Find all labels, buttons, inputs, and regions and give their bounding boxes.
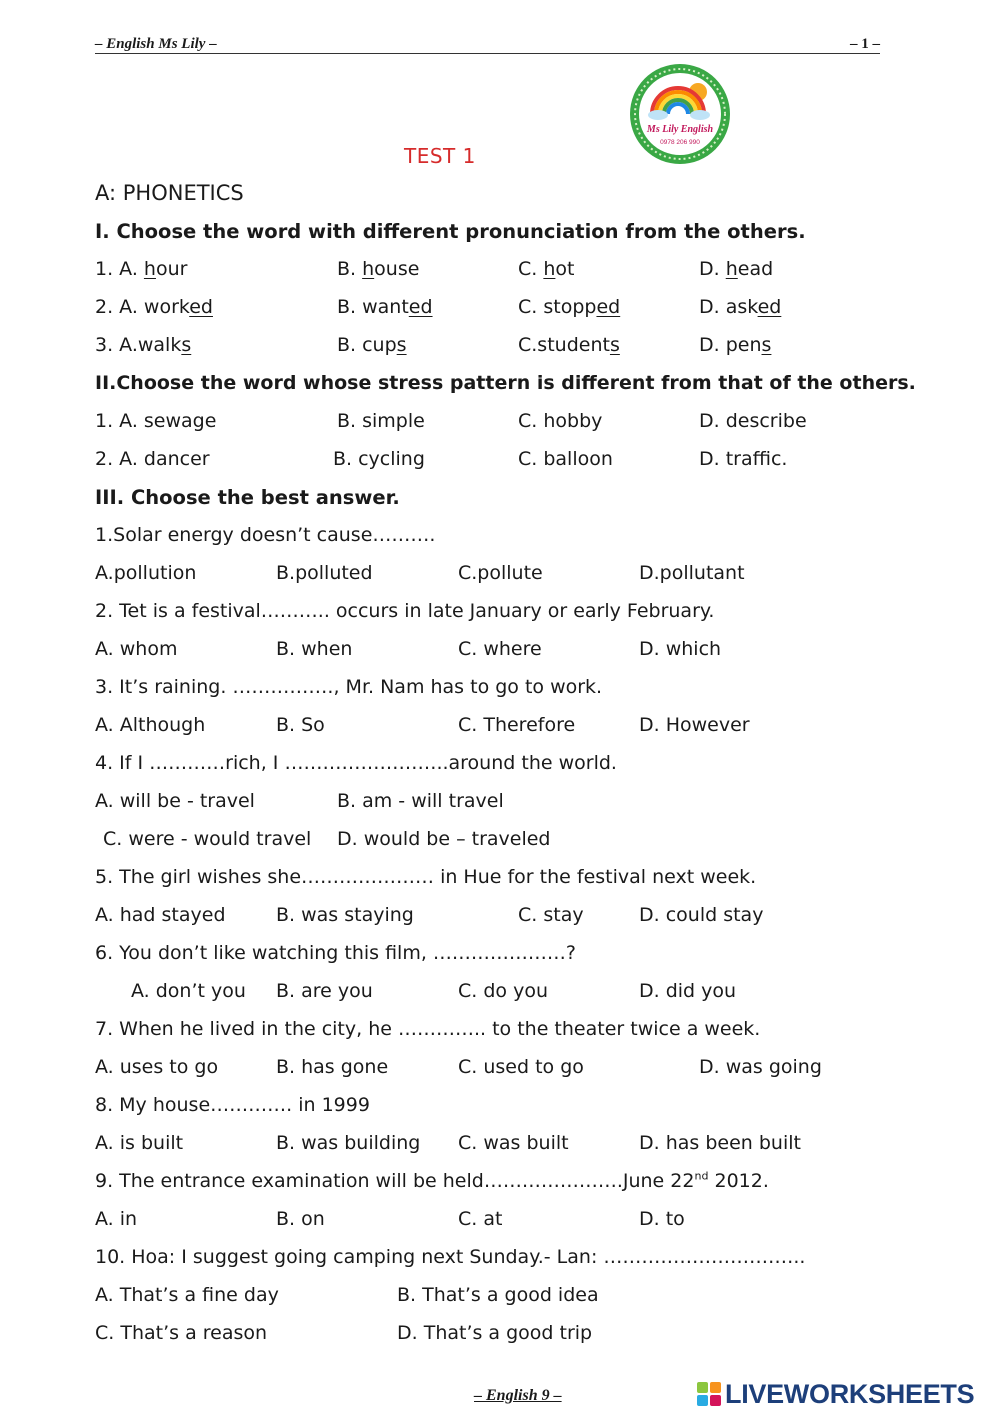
p3-q1-d: D.pollutant <box>639 562 745 584</box>
p3-q10-d: D. That’s a good trip <box>397 1322 593 1344</box>
p3-q6-a: A. don’t you <box>131 980 246 1002</box>
liveworksheets-watermark <box>697 1380 974 1408</box>
p3-q8-stem: 8. My house…………. in 1999 <box>95 1094 370 1116</box>
p3-q8-a: A. is built <box>95 1132 184 1154</box>
p1-q1-c: C. hot <box>518 258 575 280</box>
p1-q3-d: D. pens <box>699 334 772 356</box>
p3-q6-stem: 6. You don’t like watching this film, …………………? <box>95 942 576 964</box>
p3-q9-b: B. on <box>276 1208 325 1230</box>
logo-caption: Ms Lily English <box>646 124 714 135</box>
p2-q2-c: C. balloon <box>518 448 613 470</box>
header-page-number: – 1 – <box>850 36 880 52</box>
p3-q10-a: A. That’s a fine day <box>95 1284 279 1306</box>
p3-q6-b: B. are you <box>276 980 373 1002</box>
p2-q1-d: D. describe <box>699 410 807 432</box>
p1-q2-c: C. stopped <box>518 296 621 318</box>
p2-q1-b: B. simple <box>337 410 425 432</box>
p3-q7-a: A. uses to go <box>95 1056 219 1078</box>
p3-q7-d: D. was going <box>699 1056 822 1078</box>
liveworksheets-text: LIVEWORKSHEETS <box>725 1378 975 1409</box>
p3-q7-stem: 7. When he lived in the city, he ………….. to the theater twice a week. <box>95 1018 761 1040</box>
section-heading: A: PHONETICS <box>95 181 244 205</box>
p3-q7-c: C. used to go <box>458 1056 584 1078</box>
p2-q1-a: 1. A. sewage <box>95 410 217 432</box>
p1-q2-a: 2. A. worked <box>95 296 213 318</box>
p3-q1-c: C.pollute <box>458 562 543 584</box>
p3-q7-b: B. has gone <box>276 1056 389 1078</box>
p3-q3-d: D. However <box>639 714 750 736</box>
p1-q3-c: C.students <box>518 334 620 356</box>
footer-label: – English 9 – <box>474 1387 562 1404</box>
p3-q3-stem: 3. It’s raining. ……………., Mr. Nam has to go to work. <box>95 676 603 698</box>
liveworksheets-logo-icon <box>697 1382 721 1406</box>
p3-q5-d: D. could stay <box>639 904 764 926</box>
p3-q5-b: B. was staying <box>276 904 414 926</box>
p3-q1-b: B.polluted <box>276 562 373 584</box>
logo-phone: 0978 206 990 <box>660 139 700 146</box>
p3-q4-b: B. am - will travel <box>337 790 504 812</box>
p2-q2-b: B. cycling <box>333 448 425 470</box>
p2-q2-a: 2. A. dancer <box>95 448 210 470</box>
p3-q10-b: B. That’s a good idea <box>397 1284 599 1306</box>
part2-instruction: II.Choose the word whose stress pattern is different from that of the others. <box>95 372 916 394</box>
p3-q9-c: C. at <box>458 1208 503 1230</box>
p3-q2-stem: 2. Tet is a festival……….. occurs in late January or early February. <box>95 600 715 622</box>
p3-q4-d: D. would be – traveled <box>337 828 551 850</box>
p1-q2-b: B. wanted <box>337 296 433 318</box>
p3-q9-a: A. in <box>95 1208 138 1230</box>
p3-q1-stem: 1.Solar energy doesn’t cause………. <box>95 524 436 546</box>
p2-q2-d: D. traffic. <box>699 448 788 470</box>
p1-q3-b: B. cups <box>337 334 407 356</box>
part1-instruction: I. Choose the word with different pronunciation from the others. <box>95 220 806 243</box>
p1-q1-a: 1. A. hour <box>95 258 188 280</box>
p3-q4-c: C. were - would travel <box>103 828 312 850</box>
part3-instruction: III. Choose the best answer. <box>95 486 400 509</box>
p3-q4-a: A. will be - travel <box>95 790 255 812</box>
p3-q3-b: B. So <box>276 714 325 736</box>
p3-q10-c: C. That’s a reason <box>95 1322 268 1344</box>
p3-q9-d: D. to <box>639 1208 685 1230</box>
p3-q9-stem: 9. The entrance examination will be held………………….June 22nd 2012. <box>95 1169 769 1192</box>
p3-q3-a: A. Although <box>95 714 206 736</box>
p3-q2-d: D. which <box>639 638 722 660</box>
p3-q1-a: A.pollution <box>95 562 197 584</box>
header-left: – English Ms Lily – <box>95 36 217 52</box>
p1-q1-d: D. head <box>699 258 774 280</box>
p3-q6-c: C. do you <box>458 980 548 1002</box>
p3-q2-c: C. where <box>458 638 542 660</box>
p3-q8-d: D. has been built <box>639 1132 801 1154</box>
p3-q5-c: C. stay <box>518 904 584 926</box>
p1-q3-a: 3. A.walks <box>95 334 192 356</box>
p3-q5-a: A. had stayed <box>95 904 226 926</box>
p3-q6-d: D. did you <box>639 980 737 1002</box>
p3-q10-stem: 10. Hoa: I suggest going camping next Sunday.- Lan: ………………………….. <box>95 1246 806 1268</box>
p1-q2-d: D. asked <box>699 296 782 318</box>
p3-q4-stem: 4. If I …………rich, I ……………………..around the world. <box>95 752 617 774</box>
p2-q1-c: C. hobby <box>518 410 603 432</box>
ms-lily-english-logo <box>628 62 732 166</box>
p1-q1-b: B. house <box>337 258 420 280</box>
p3-q5-stem: 5. The girl wishes she………………… in Hue for the festival next week. <box>95 866 757 888</box>
p3-q8-c: C. was built <box>458 1132 569 1154</box>
p3-q2-b: B. when <box>276 638 353 660</box>
p3-q8-b: B. was building <box>276 1132 421 1154</box>
test-title: TEST 1 <box>404 144 476 168</box>
p3-q2-a: A. whom <box>95 638 178 660</box>
header-rule <box>95 53 880 54</box>
p3-q3-c: C. Therefore <box>458 714 576 736</box>
